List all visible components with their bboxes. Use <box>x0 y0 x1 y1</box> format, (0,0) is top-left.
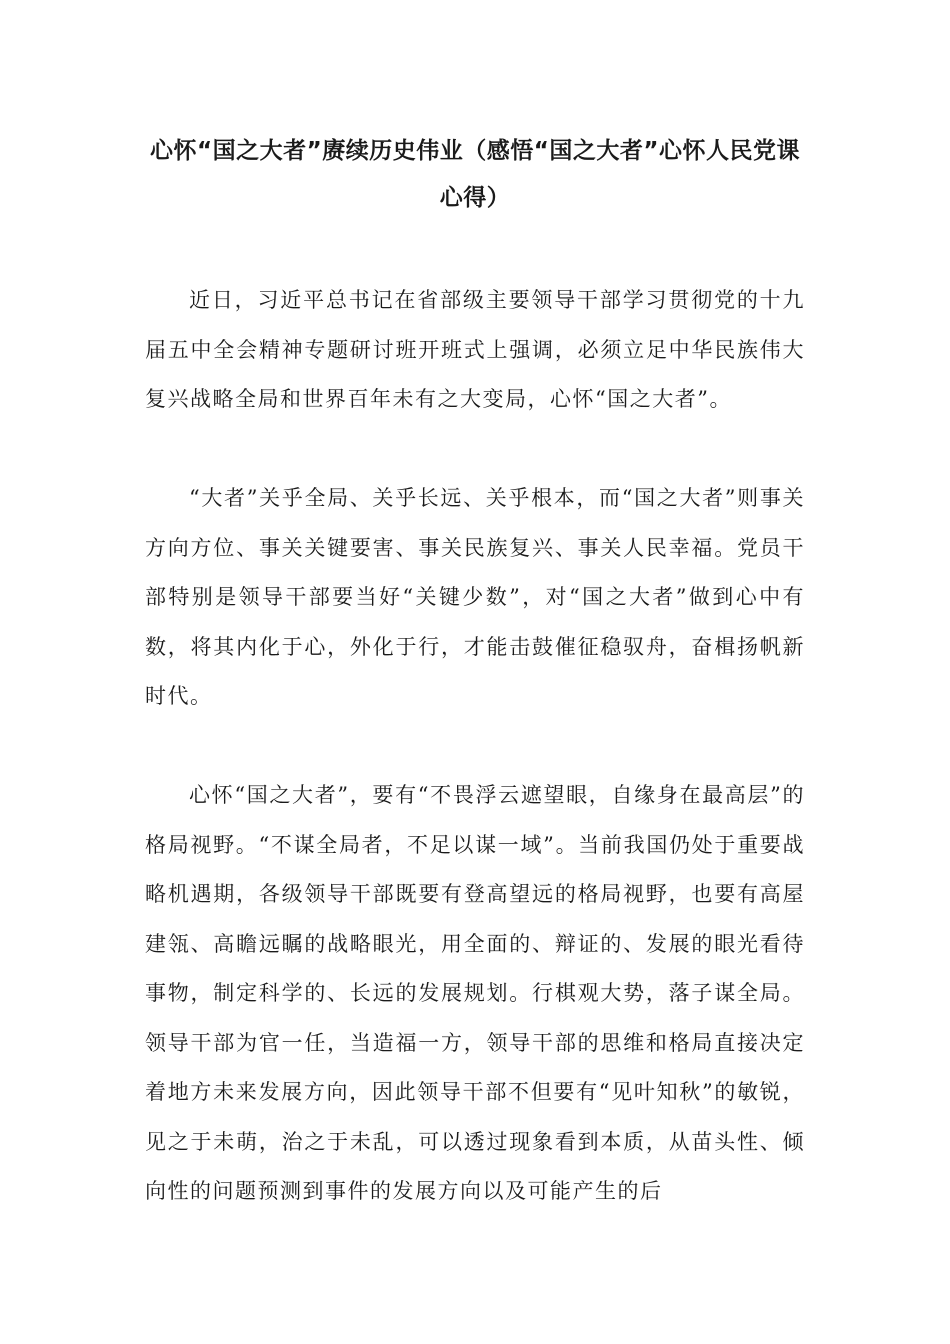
paragraph-2: “大者”关乎全局、关乎长远、关乎根本，而“国之大者”则事关方向方位、事关关键要害、事关民族复兴、事关人民幸福。党员干部特别是领导干部要当好“关键少数”，对“国之大者”做到心中有数，将其内化于心，外化于行，才能击鼓催征稳驭舟，奋楫扬帆新时代。 <box>145 486 805 708</box>
document-title: 心怀“国之大者”赓续历史伟业（感悟“国之大者”心怀人民党课心得） <box>150 138 800 211</box>
paragraph-1: 近日，习近平总书记在省部级主要领导干部学习贯彻党的十九届五中全会精神专题研讨班开班式上强调，必须立足中华民族伟大复兴战略全局和世界百年未有之大变局，心怀“国之大者”。 <box>145 288 805 411</box>
paragraph-3: 心怀“国之大者”，要有“不畏浮云遮望眼，自缘身在最高层”的格局视野。“不谋全局者，不足以谋一域”。当前我国仍处于重要战略机遇期，各级领导干部既要有登高望远的格局视野，也要有高屋建瓴、高瞻远瞩的战略眼光，用全面的、辩证的、发展的眼光看待事物，制定科学的、长远的发展规划。行棋观大势，落子谋全局。领导干部为官一任，当造福一方，领导干部的思维和格局直接决定着地方未来发展方向，因此领导干部不但要有“见叶知秋”的敏锐，见之于未萌，治之于未乱，可以透过现象看到本质，从苗头性、倾向性的问题预测到事件的发展方向以及可能产生的后 <box>145 783 805 1203</box>
